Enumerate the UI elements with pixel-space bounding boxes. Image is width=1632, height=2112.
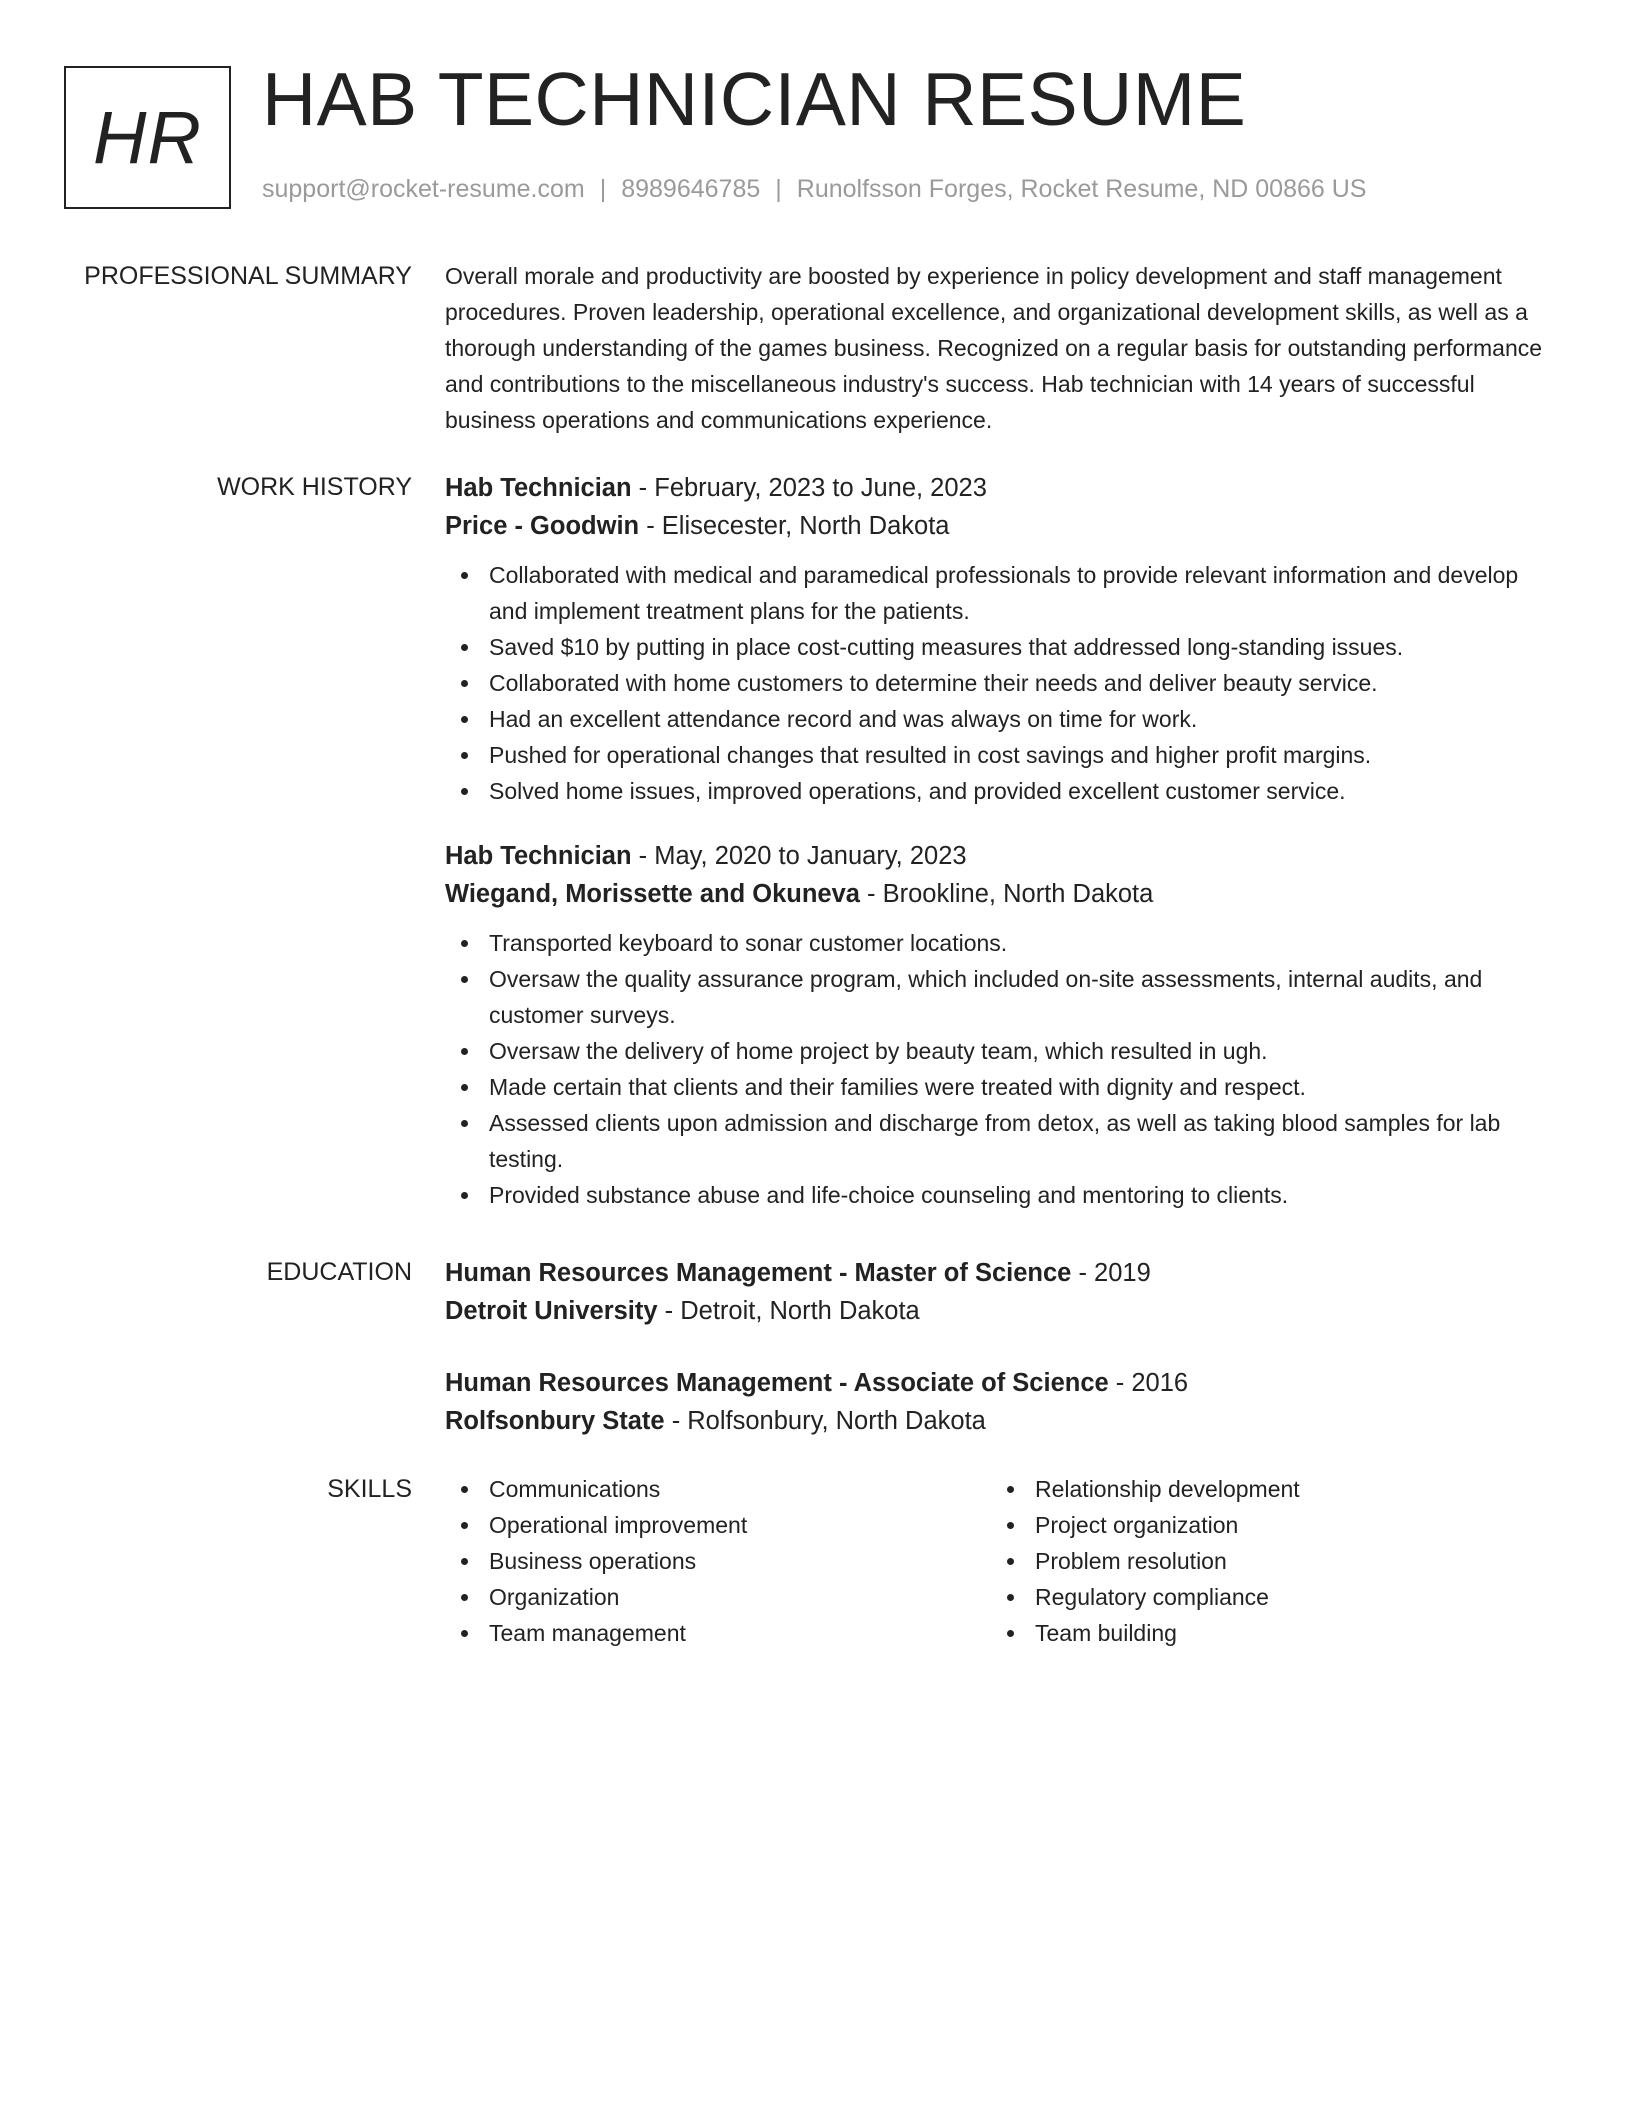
skills-list-right — [991, 1471, 1537, 1651]
resume-title: HAB TECHNICIAN RESUME — [262, 57, 1247, 141]
list-item: Collaborated with medical and paramedical professionals to provide relevant information and develop and implement treatment plans for the patients. — [445, 557, 1555, 629]
job-entry — [445, 837, 1555, 1213]
list-item: Saved $10 by putting in place cost-cutting measures that addressed long-standing issues. — [445, 629, 1555, 665]
section-heading: PROFESSIONAL SUMMARY — [84, 262, 412, 290]
monogram-initials: HR — [93, 96, 202, 179]
skill-item: Business operations — [445, 1543, 991, 1579]
job-location: - Brookline, North Dakota — [859, 880, 1154, 908]
skills-columns — [445, 1471, 1555, 1651]
skill-item: Team building — [991, 1615, 1537, 1651]
school: Rolfsonbury State — [445, 1407, 665, 1435]
job-entry — [445, 469, 1555, 809]
skill-item: Problem resolution — [991, 1543, 1537, 1579]
contact-separator: | — [775, 175, 782, 203]
skill-item: Regulatory compliance — [991, 1579, 1537, 1615]
job-company-line — [445, 875, 1555, 913]
list-item: Provided substance abuse and life-choice counseling and mentoring to clients. — [445, 1177, 1555, 1213]
work-history-body — [445, 469, 1555, 1241]
job-dates: - May, 2020 to January, 2023 — [631, 842, 967, 870]
job-company: Wiegand, Morissette and Okuneva — [445, 880, 860, 908]
list-item: Made certain that clients and their families were treated with dignity and respect. — [445, 1069, 1555, 1105]
degree-year: - 2016 — [1108, 1369, 1189, 1397]
skill-item: Operational improvement — [445, 1507, 991, 1543]
education-body — [445, 1254, 1555, 1474]
degree-line — [445, 1364, 1555, 1402]
section-heading: EDUCATION — [266, 1258, 412, 1286]
section-heading: SKILLS — [327, 1475, 412, 1503]
education-entry — [445, 1364, 1555, 1440]
summary-body — [445, 258, 1555, 438]
skills-list-left — [445, 1471, 991, 1651]
contact-separator: | — [599, 175, 607, 203]
summary-text: Overall morale and productivity are boosted by experience in policy development and staff management procedures. Proven leadership, operational excellence, and organizational development skills, as well as a thorough understanding of the games business. Recognized on a regular basis for outstanding performance and contributions to the miscellaneous industry's success. Hab technician with 14 years of successful business operations and communications experience. — [445, 263, 1543, 433]
skills-body — [445, 1471, 1555, 1651]
skill-item: Relationship development — [991, 1471, 1537, 1507]
job-title: Hab Technician — [445, 474, 632, 502]
list-item: Oversaw the quality assurance program, which included on-site assessments, internal audits, and customer surveys. — [445, 961, 1555, 1033]
degree-line — [445, 1254, 1555, 1292]
degree: Human Resources Management - Associate of Science — [445, 1369, 1109, 1397]
section-heading: WORK HISTORY — [217, 473, 412, 501]
list-item: Assessed clients upon admission and discharge from detox, as well as taking blood samples for lab testing. — [445, 1105, 1555, 1177]
list-item: Solved home issues, improved operations, and provided excellent customer service. — [445, 773, 1555, 809]
school: Detroit University — [445, 1297, 658, 1325]
school-location: - Rolfsonbury, North Dakota — [664, 1407, 986, 1435]
job-dates: - February, 2023 to June, 2023 — [631, 474, 987, 502]
job-company: Price - Goodwin — [445, 512, 640, 540]
contact-address: Runolfsson Forges, Rocket Resume, ND 00866 US — [796, 175, 1367, 203]
job-bullets — [445, 925, 1555, 1213]
skill-item: Team management — [445, 1615, 991, 1651]
skill-item: Organization — [445, 1579, 991, 1615]
list-item: Pushed for operational changes that resulted in cost savings and higher profit margins. — [445, 737, 1555, 773]
school-location: - Detroit, North Dakota — [657, 1297, 920, 1325]
contact-line — [262, 175, 1366, 204]
skill-item: Project organization — [991, 1507, 1537, 1543]
list-item: Oversaw the delivery of home project by beauty team, which resulted in ugh. — [445, 1033, 1555, 1069]
school-line — [445, 1402, 1555, 1440]
contact-email[interactable]: support@rocket-resume.com — [262, 175, 585, 203]
job-title-line — [445, 837, 1555, 875]
degree: Human Resources Management - Master of Science — [445, 1259, 1072, 1287]
skill-item: Communications — [445, 1471, 991, 1507]
job-bullets — [445, 557, 1555, 809]
list-item: Transported keyboard to sonar customer locations. — [445, 925, 1555, 961]
job-title-line — [445, 469, 1555, 507]
school-line — [445, 1292, 1555, 1330]
list-item: Had an excellent attendance record and was always on time for work. — [445, 701, 1555, 737]
monogram-box — [64, 66, 231, 209]
degree-year: - 2019 — [1071, 1259, 1151, 1287]
job-location: - Elisecester, North Dakota — [639, 512, 950, 540]
job-company-line — [445, 507, 1555, 545]
job-title: Hab Technician — [445, 842, 632, 870]
list-item: Collaborated with home customers to determine their needs and deliver beauty service. — [445, 665, 1555, 701]
education-entry — [445, 1254, 1555, 1330]
contact-phone[interactable]: 8989646785 — [621, 175, 761, 203]
